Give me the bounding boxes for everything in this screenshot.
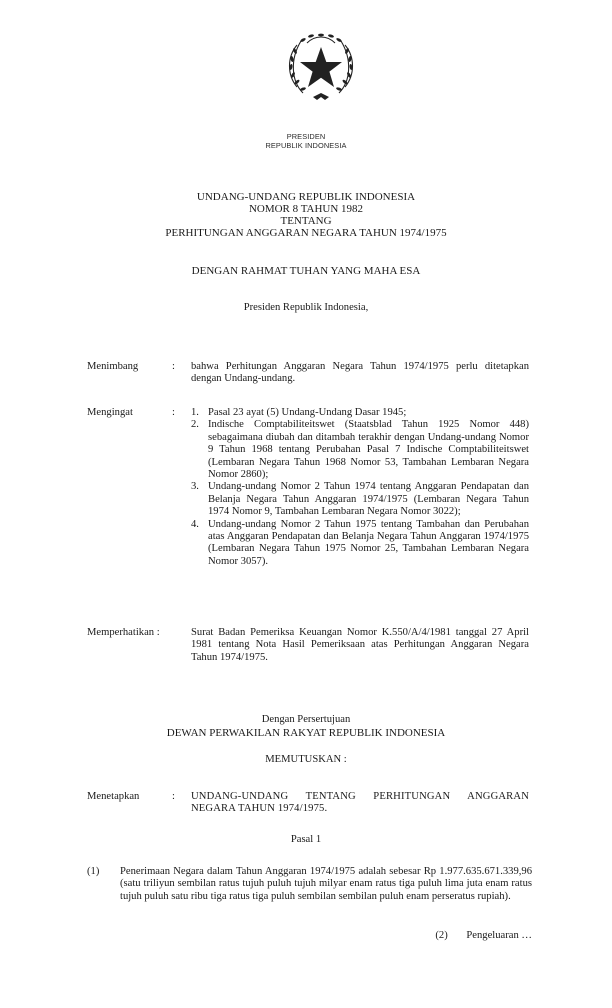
menetapkan-label: Menetapkan bbox=[87, 791, 140, 802]
mengingat-colon: : bbox=[172, 407, 175, 418]
continuation-number: (2) bbox=[435, 930, 448, 941]
mengingat-item-number: 2. bbox=[191, 419, 199, 431]
mengingat-label: Mengingat bbox=[87, 407, 133, 418]
mengingat-item-2 bbox=[191, 419, 529, 481]
seal-caption-republik: REPUBLIK INDONESIA bbox=[265, 141, 347, 150]
garuda-star-wreath-emblem-icon bbox=[283, 31, 359, 107]
approval-line: Dengan Persertujuan bbox=[261, 714, 351, 725]
menimbang-text: bahwa Perhitungan Anggaran Negara Tahun 1974/1975 perlu ditetapkan dengan Undang-undang. bbox=[191, 361, 529, 385]
mengingat-item-number: 1. bbox=[191, 407, 199, 418]
decision-heading: MEMUTUSKAN : bbox=[265, 754, 347, 765]
memperhatikan-text: Surat Badan Pemeriksa Keuangan Nomor K.550/A/4/1981 tanggal 27 April 1981 tentang Nota Hasil Pemeriksaan atas Perhitungan Anggaran Negara Tahun 1974/1975. bbox=[191, 627, 529, 663]
continuation-text: Pengeluaran … bbox=[466, 930, 532, 941]
menimbang-label: Menimbang bbox=[87, 361, 139, 372]
president-line: Presiden Republik Indonesia, bbox=[243, 302, 369, 313]
mengingat-item-text: Pasal 23 ayat (5) Undang-Undang Dasar 1945; bbox=[208, 407, 407, 418]
mengingat-list bbox=[191, 407, 529, 568]
menetapkan-colon: : bbox=[172, 791, 175, 802]
pasal-1-heading: Pasal 1 bbox=[290, 834, 322, 845]
approval-body: DEWAN PERWAKILAN RAKYAT REPUBLIK INDONESIA bbox=[166, 727, 446, 739]
law-tentang: TENTANG bbox=[280, 215, 332, 227]
law-number: NOMOR 8 TAHUN 1982 bbox=[248, 203, 364, 215]
menetapkan-text: UNDANG-UNDANG TENTANG PERHITUNGAN ANGGARAN NEGARA TAHUN 1974/1975. bbox=[191, 791, 529, 815]
paragraph-number: (1) bbox=[87, 866, 100, 877]
mengingat-item-text: Indische Comptabiliteitswet (Staatsblad Tahun 1925 Nomor 448) sebagaimana diubah dan ditambah terakhir dengan Undang-undang Nomor 9 Tahun 1968 tentang Perubahan Pasal 7 Indische Comptabiliteitswet (Lembaran Negara Tahun 1968 Nomor 53, Tambahan Lembaran Negara Nomor 2860); bbox=[208, 419, 529, 481]
memperhatikan-label: Memperhatikan : bbox=[87, 627, 160, 638]
mengingat-item-3 bbox=[191, 481, 529, 518]
mengingat-item-text: Undang-undang Nomor 2 Tahun 1975 tentang Tambahan dan Perubahan atas Anggaran Pendapatan dan Belanja Negara Tahun Anggaran 1974/1975 (Lembaran Negara Tahun 1975 Nomor 25, Tambahan Lembaran Negara Nomor 3057). bbox=[208, 518, 529, 567]
invocation: DENGAN RAHMAT TUHAN YANG MAHA ESA bbox=[191, 265, 421, 277]
mengingat-item-number: 4. bbox=[191, 518, 199, 530]
law-subject: PERHITUNGAN ANGGARAN NEGARA TAHUN 1974/1975 bbox=[165, 227, 447, 239]
page-continuation bbox=[400, 930, 532, 942]
paragraph-text: Penerimaan Negara dalam Tahun Anggaran 1974/1975 adalah sebesar Rp 1.977.635.671.339,96 (satu triliyun sembilan ratus tujuh puluh tujuh milyar enam ratus tiga puluh lima juta enam ratus tujuh puluh satu ribu tiga ratus tiga puluh sembilan sembilan puluh enam perseratus rupiah). bbox=[120, 866, 532, 902]
menimbang-colon: : bbox=[172, 361, 175, 372]
seal-caption-presiden: PRESIDEN bbox=[286, 132, 326, 141]
mengingat-item-number: 3. bbox=[191, 481, 199, 493]
law-title-line1: UNDANG-UNDANG REPUBLIK INDONESIA bbox=[196, 191, 416, 203]
mengingat-item-text: Undang-undang Nomor 2 Tahun 1974 tentang Anggaran Pendapatan dan Belanja Negara Tahun Anggaran 1974/1975 (Lembaran Negara Tahun 1974 Nomor 9, Tambahan Lembaran Negara Nomor 3022); bbox=[208, 481, 529, 518]
mengingat-item-4 bbox=[191, 519, 529, 569]
mengingat-item-1 bbox=[191, 407, 529, 419]
